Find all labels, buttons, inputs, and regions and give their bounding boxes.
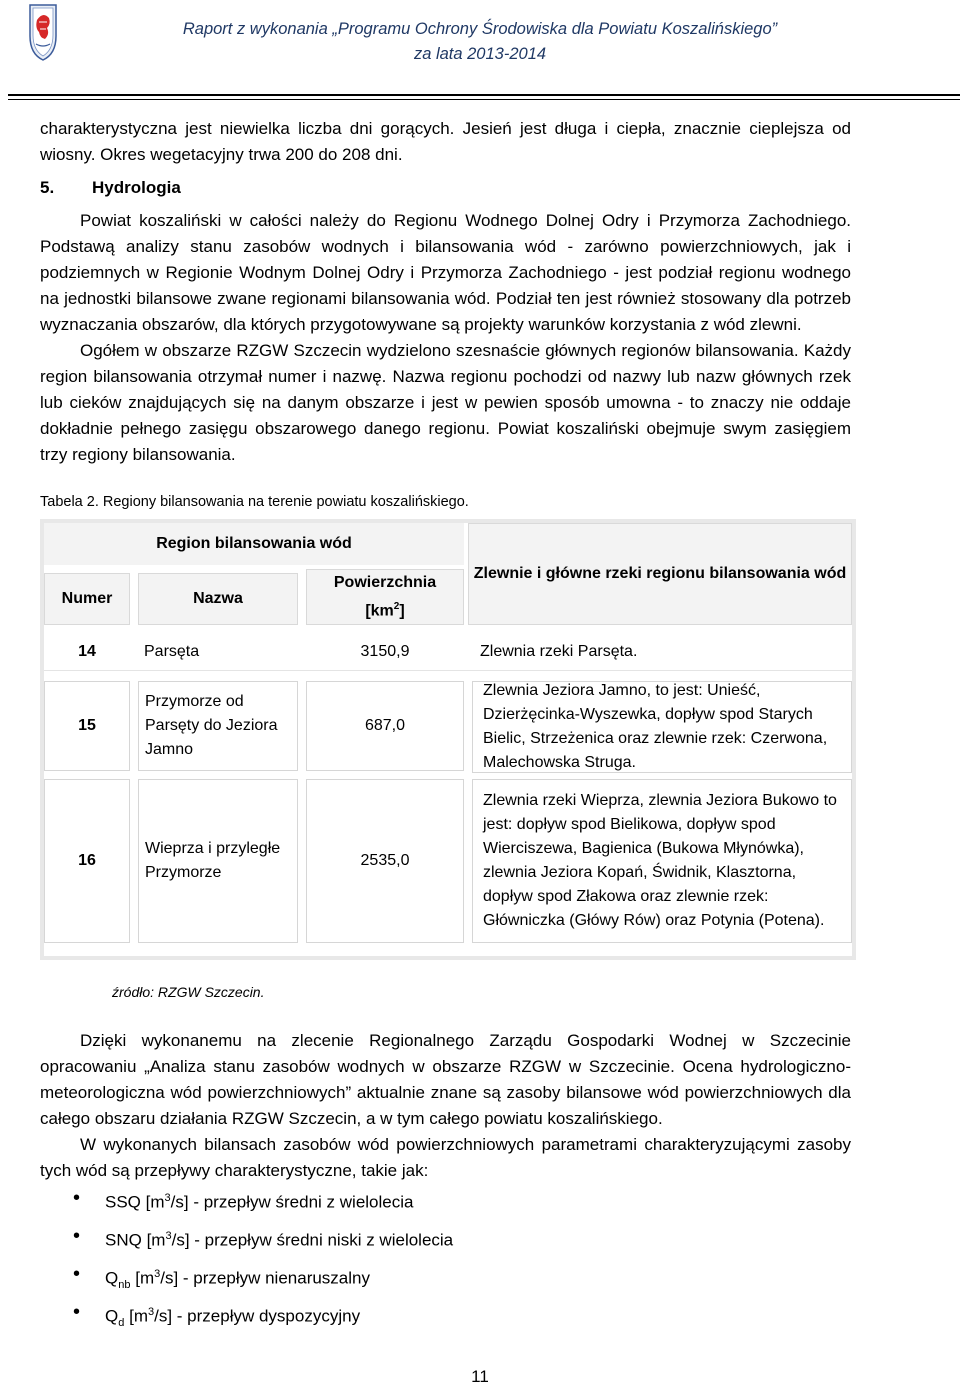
list-item: • SNQ $[m^3/s]$ - przepływ średni niski z wielolecia <box>40 1223 851 1261</box>
paragraph: W wykonanych bilansach zasobów wód powierzchniowych parametrami charakteryzującymi zasoby tych wód są przepływy charakterystyczne, takie jak: <box>40 1135 851 1180</box>
table-header-name: Nazwa <box>138 573 298 625</box>
region-number: 14 <box>78 643 96 660</box>
paragraph: Powiat koszaliński w całości należy do Regionu Wodnego Dolnej Odry i Przymorza Zachodniego. Podstawą analizy stanu zasobów wodnych i bilansowania wód - zarówno powierzchniowych, jak i podziemnych w Regionie Wodnym Dolnej Odry i Przymorza Zachodniego - jest podział regionu wodnego na jednostki bilansowe zwane regionami bilansowania wód. Podział ten jest również stosowany dla potrzeb wyznaczania obszarów, dla których przygotowywane są projekty warunków korzystania z wód zlewni. <box>40 211 851 334</box>
header-divider-thick <box>8 94 960 96</box>
list-item: • $Q_d$ $[m^3/s]$ - przepływ dyspozycyjny <box>40 1299 851 1337</box>
region-catchments: Zlewnia Jeziora Jamno, to jest: Unieść, Dzierżęcinka-Wyszewka, dopływ spod Starych Bielic, Strzeżenica oraz zlewnie rzek: Czerwona, Malechowska Struga. <box>472 681 852 773</box>
table-header-catchments: Zlewnie i główne rzeki regionu bilansowania wód <box>468 523 852 625</box>
page-header <box>0 0 960 100</box>
area-header-unit: $[km^2]$ <box>365 600 405 620</box>
region-name: Parsęta <box>144 643 200 660</box>
region-area: 687,0 <box>306 681 464 771</box>
regions-table <box>40 519 856 960</box>
flow-parameters-list <box>40 1185 851 1337</box>
region-catchments: Zlewnia rzeki Wieprza, zlewnia Jeziora Bukowo to jest: dopływ spod Bielikowa, dopływ spod Wierciszewa, Bagienica (Bukowa Młynówka), zlewnia Jeziora Kopań, Świdnik, Klasztorna, dopływ spod Złakowa oraz zlewnie rzek: Główniczka (Główy Rów) oraz Potynia (Potena). <box>472 779 852 943</box>
header-divider-thin <box>8 99 960 100</box>
section-number: 5. <box>40 178 55 197</box>
list-item: • SSQ $[m^3/s]$ - przepływ średni z wielolecia <box>40 1185 851 1223</box>
intro-paragraph: charakterystyczna jest niewielka liczba dni gorących. Jesień jest długa i ciepła, znacznie cieplejsza od wiosny. Okres wegetacyjny trwa 200 do 208 dni. <box>40 119 851 164</box>
region-area: 2535,0 <box>306 779 464 943</box>
paragraph: Ogółem w obszarze RZGW Szczecin wydzielono szesnaście głównych regionów bilansowania. Każdy region bilansowania otrzymał numer i nazwę. Nazwa regionu pochodzi od nazwy lub nazw głównych rzek lub cieków znajdujących się na danym obszarze i jest w pewien sposób umowna - to znaczy nie oddaje dokładnie pełnego zasięgu obszarowego danego regionu. Powiat koszaliński obejmuje swym zasięgiem trzy regiony bilansowania. <box>40 341 851 464</box>
page-number: 11 <box>471 1367 489 1386</box>
table-header-area <box>306 569 464 625</box>
region-catchments: Zlewnia rzeki Parsęta. <box>480 643 638 660</box>
report-title: Raport z wykonania „Programu Ochrony Środowiska dla Powiatu Koszalińskiego” <box>182 20 778 38</box>
table-header-number: Numer <box>44 573 130 625</box>
region-name: Przymorze od Parsęty do Jeziora Jamno <box>138 681 298 771</box>
area-header-label: Powierzchnia <box>333 573 437 591</box>
paragraph: Dzięki wykonanemu na zlecenie Regionalnego Zarządu Gospodarki Wodnej w Szczecinie opracowaniu „Analiza stanu zasobów wodnych w obszarze RZGW w Szczecinie. Ocena hydrologiczno-meteorologiczna wód powierzchniowych” aktualnie znane są zasoby bilansowe wód powierzchniowych dla całego obszaru działania RZGW Szczecin, a w tym całego powiatu koszalińskiego. <box>40 1031 851 1128</box>
table-source: źródło: RZGW Szczecin. <box>112 984 265 1000</box>
county-coat-of-arms-icon <box>28 2 58 62</box>
section-title: Hydrologia <box>92 178 181 197</box>
table-group-header: Region bilansowania wód <box>44 523 464 565</box>
lower-content <box>40 1028 851 1337</box>
region-number: 16 <box>44 779 130 943</box>
region-area: 3150,9 <box>360 643 410 660</box>
region-name: Wieprza i przyległe Przymorze <box>138 779 298 943</box>
table-caption: Tabela 2. Regiony bilansowania na terenie powiatu koszalińskiego. <box>40 494 469 510</box>
report-years: za lata 2013-2014 <box>413 45 547 63</box>
list-item: • $Q_{nb}$ $[m^3/s]$ - przepływ nienaruszalny <box>40 1261 851 1299</box>
section-heading <box>40 175 851 201</box>
region-number: 15 <box>44 681 130 771</box>
main-content <box>40 116 851 960</box>
